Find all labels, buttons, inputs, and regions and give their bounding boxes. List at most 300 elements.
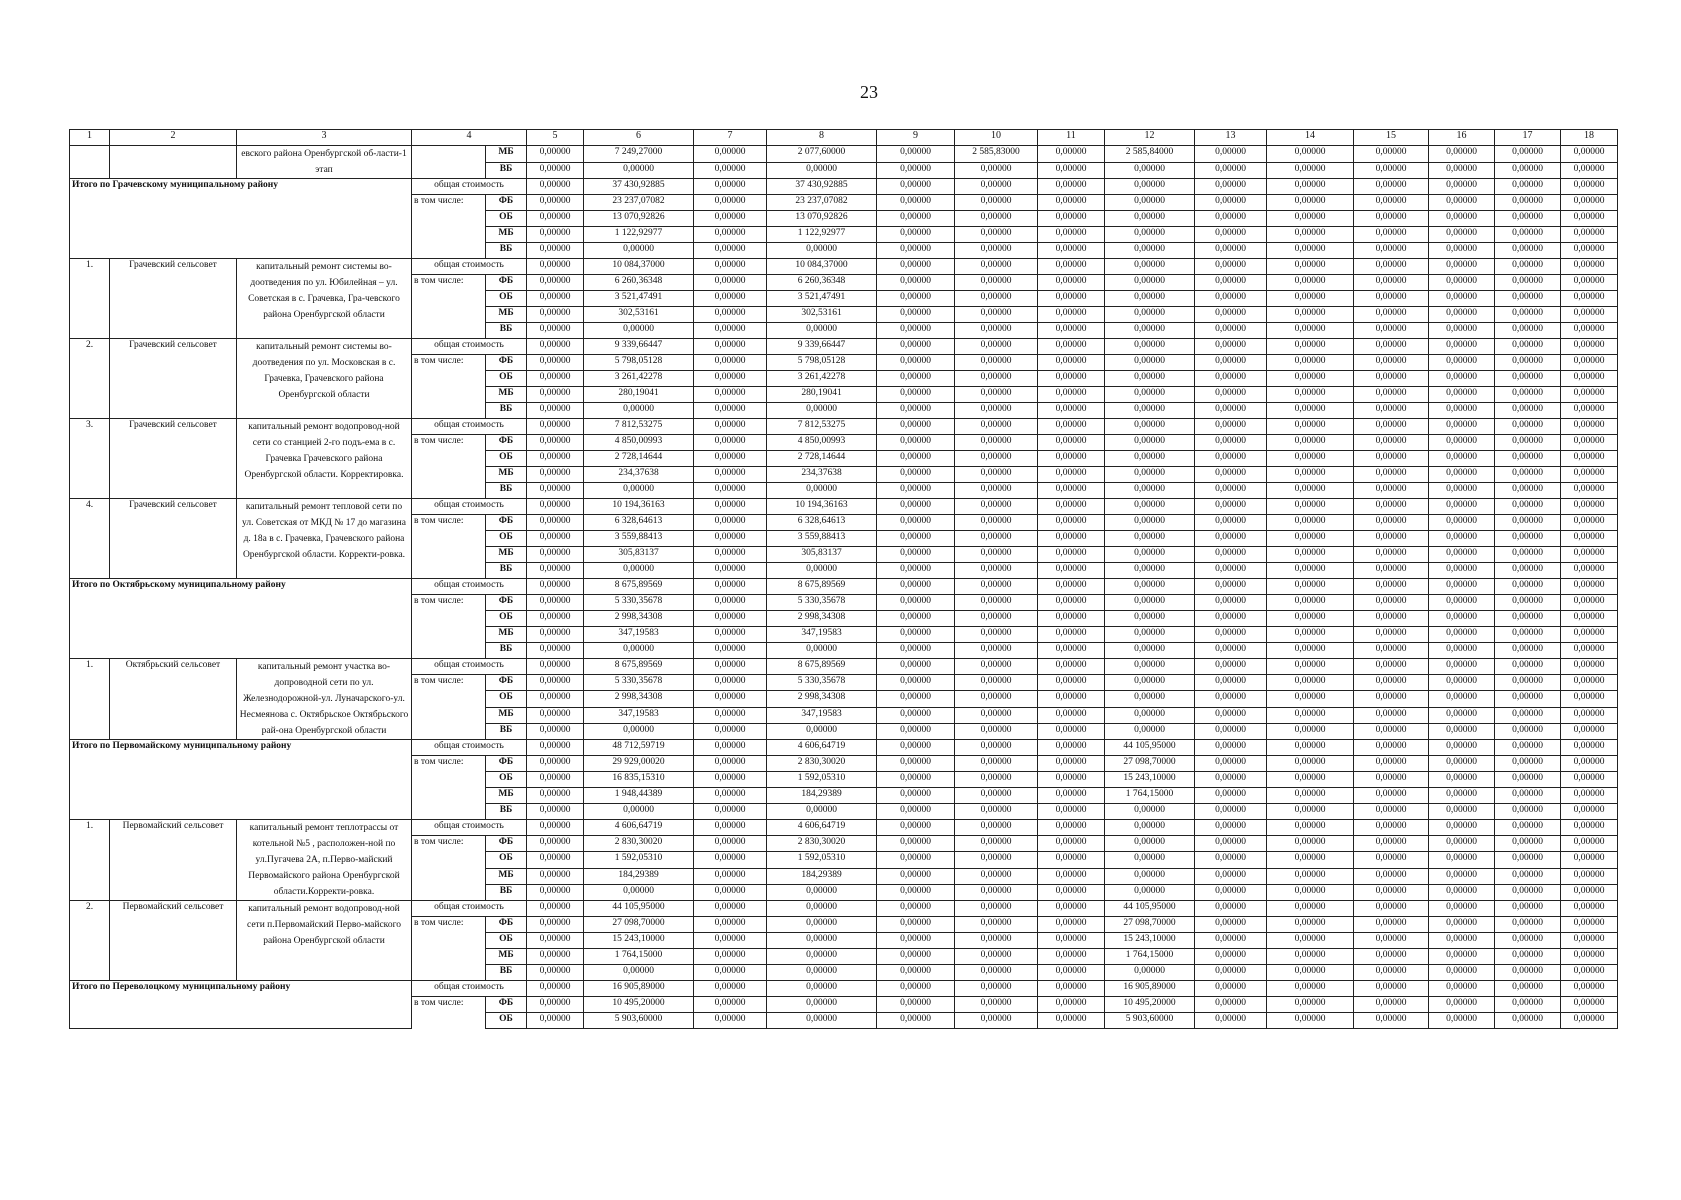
fund-code: ВБ [486, 884, 527, 900]
value-cell: 0,00000 [1267, 355, 1354, 371]
fund-code: ФБ [486, 675, 527, 691]
value-cell: 0,00000 [877, 451, 955, 467]
value-cell: 0,00000 [955, 997, 1038, 1013]
page-number: 23 [860, 82, 878, 102]
value-cell: 0,00000 [694, 146, 767, 163]
value-cell: 0,00000 [1267, 259, 1354, 275]
value-cell: 0,00000 [955, 435, 1038, 451]
value-cell: 0,00000 [1561, 917, 1618, 933]
value-cell: 0,00000 [877, 611, 955, 627]
label-cell [412, 965, 486, 981]
value-cell: 0,00000 [955, 627, 1038, 643]
value-cell: 0,00000 [955, 387, 1038, 403]
value-cell: 0,00000 [1195, 162, 1267, 179]
value-cell: 0,00000 [1561, 483, 1618, 499]
value-cell: 0,00000 [1561, 997, 1618, 1013]
value-cell: 0,00000 [1038, 146, 1105, 163]
value-cell: 0,00000 [1195, 355, 1267, 371]
value-cell: 0,00000 [527, 227, 584, 243]
value-cell: 0,00000 [1038, 403, 1105, 419]
table-row [70, 820, 1618, 836]
value-cell: 0,00000 [877, 435, 955, 451]
column-header: 2 [110, 130, 237, 146]
value-cell: 0,00000 [527, 259, 584, 275]
fund-code: ВБ [486, 483, 527, 499]
value-cell: 0,00000 [1429, 211, 1495, 227]
value-cell: 0,00000 [527, 965, 584, 981]
value-cell: 0,00000 [584, 243, 694, 259]
value-cell: 0,00000 [1267, 195, 1354, 211]
fund-code: ОБ [486, 852, 527, 868]
value-cell: 0,00000 [1561, 756, 1618, 772]
value-cell: 0,00000 [694, 627, 767, 643]
label-cell [412, 563, 486, 579]
value-cell: 0,00000 [1267, 675, 1354, 691]
label-cell [412, 772, 486, 788]
value-cell: 0,00000 [955, 868, 1038, 884]
value-cell: 0,00000 [1354, 804, 1429, 820]
value-cell: 0,00000 [694, 355, 767, 371]
value-cell: 0,00000 [767, 483, 877, 499]
value-cell: 0,00000 [1561, 868, 1618, 884]
value-cell: 0,00000 [1267, 997, 1354, 1013]
value-cell: 48 712,59719 [584, 740, 694, 756]
value-cell: 0,00000 [955, 643, 1038, 659]
value-cell: 0,00000 [1267, 515, 1354, 531]
value-cell: 0,00000 [1354, 355, 1429, 371]
value-cell: 44 105,95000 [1105, 901, 1195, 917]
value-cell: 0,00000 [527, 499, 584, 515]
value-cell: 0,00000 [877, 403, 955, 419]
value-cell: 0,00000 [1267, 868, 1354, 884]
value-cell: 0,00000 [1561, 933, 1618, 949]
value-cell: 0,00000 [1561, 419, 1618, 435]
value-cell: 0,00000 [1429, 162, 1495, 179]
value-cell: 0,00000 [1038, 611, 1105, 627]
item-index: 2. [70, 901, 110, 981]
value-cell: 0,00000 [1195, 243, 1267, 259]
value-cell: 16 905,89000 [584, 981, 694, 997]
value-cell: 4 606,64719 [767, 820, 877, 836]
value-cell: 0,00000 [1495, 451, 1561, 467]
value-cell: 0,00000 [877, 499, 955, 515]
value-cell: 0,00000 [694, 323, 767, 339]
value-cell: 0,00000 [877, 371, 955, 387]
table-row [70, 981, 1618, 997]
column-header: 18 [1561, 130, 1618, 146]
value-cell: 0,00000 [1038, 627, 1105, 643]
value-cell: 0,00000 [1429, 901, 1495, 917]
budget-report-table [69, 129, 1618, 1029]
value-cell: 0,00000 [1038, 323, 1105, 339]
value-cell: 0,00000 [877, 563, 955, 579]
value-cell: 0,00000 [1267, 772, 1354, 788]
value-cell: 0,00000 [955, 547, 1038, 563]
value-cell: 0,00000 [767, 933, 877, 949]
value-cell: 0,00000 [1105, 563, 1195, 579]
value-cell: 0,00000 [1195, 499, 1267, 515]
value-cell: 0,00000 [1429, 659, 1495, 675]
value-cell: 0,00000 [1195, 531, 1267, 547]
value-cell: 3 559,88413 [767, 531, 877, 547]
value-cell: 0,00000 [1495, 595, 1561, 611]
value-cell: 0,00000 [1038, 275, 1105, 291]
value-cell: 0,00000 [1354, 691, 1429, 707]
value-cell: 0,00000 [1038, 339, 1105, 355]
value-cell: 0,00000 [877, 515, 955, 531]
value-cell: 37 430,92885 [584, 179, 694, 195]
value-cell: 0,00000 [1429, 387, 1495, 403]
value-cell: 15 243,10000 [584, 933, 694, 949]
value-cell: 0,00000 [1495, 675, 1561, 691]
value-cell: 0,00000 [1561, 884, 1618, 900]
including-label: в том числе: [412, 435, 486, 451]
object-description: капитальный ремонт системы во-доотведения по ул. Юбилейная – ул. Советская в с. Грачевка, Гра-чевского района Оренбургской области [237, 259, 412, 339]
value-cell: 0,00000 [1038, 547, 1105, 563]
value-cell: 0,00000 [1495, 403, 1561, 419]
value-cell: 0,00000 [527, 515, 584, 531]
value-cell: 0,00000 [1105, 275, 1195, 291]
value-cell: 0,00000 [1195, 611, 1267, 627]
value-cell: 29 929,00020 [584, 756, 694, 772]
value-cell: 0,00000 [955, 371, 1038, 387]
value-cell: 1 122,92977 [584, 227, 694, 243]
value-cell: 0,00000 [1429, 997, 1495, 1013]
value-cell: 302,53161 [767, 307, 877, 323]
value-cell: 0,00000 [694, 243, 767, 259]
value-cell: 0,00000 [767, 643, 877, 659]
label-cell [412, 627, 486, 643]
value-cell: 0,00000 [1429, 291, 1495, 307]
value-cell: 0,00000 [1429, 146, 1495, 163]
value-cell: 184,29389 [767, 788, 877, 804]
value-cell: 0,00000 [1561, 435, 1618, 451]
value-cell: 0,00000 [1429, 675, 1495, 691]
label-cell [412, 547, 486, 563]
value-cell: 0,00000 [1267, 836, 1354, 852]
value-cell: 15 243,10000 [1105, 772, 1195, 788]
value-cell: 0,00000 [694, 1013, 767, 1029]
value-cell: 0,00000 [1038, 659, 1105, 675]
value-cell: 0,00000 [694, 275, 767, 291]
value-cell: 0,00000 [955, 675, 1038, 691]
value-cell: 0,00000 [1561, 691, 1618, 707]
value-cell: 0,00000 [877, 227, 955, 243]
value-cell: 0,00000 [1267, 419, 1354, 435]
district-total-title: Итого по Грачевскому муниципальному району [70, 179, 412, 259]
value-cell: 0,00000 [767, 804, 877, 820]
value-cell: 0,00000 [694, 162, 767, 179]
value-cell: 0,00000 [527, 917, 584, 933]
value-cell: 6 260,36348 [584, 275, 694, 291]
value-cell: 0,00000 [1267, 371, 1354, 387]
value-cell: 0,00000 [1429, 419, 1495, 435]
value-cell: 0,00000 [1267, 804, 1354, 820]
value-cell: 0,00000 [1561, 227, 1618, 243]
value-cell: 0,00000 [1354, 291, 1429, 307]
value-cell: 0,00000 [1561, 627, 1618, 643]
value-cell: 0,00000 [955, 323, 1038, 339]
value-cell: 0,00000 [1561, 675, 1618, 691]
value-cell: 0,00000 [955, 162, 1038, 179]
value-cell: 0,00000 [584, 723, 694, 739]
value-cell: 0,00000 [1267, 707, 1354, 723]
value-cell: 0,00000 [1267, 643, 1354, 659]
value-cell: 0,00000 [877, 707, 955, 723]
value-cell: 0,00000 [584, 323, 694, 339]
value-cell: 44 105,95000 [584, 901, 694, 917]
value-cell: 0,00000 [955, 901, 1038, 917]
value-cell: 0,00000 [1495, 901, 1561, 917]
value-cell: 0,00000 [1354, 259, 1429, 275]
value-cell: 0,00000 [1105, 483, 1195, 499]
value-cell: 0,00000 [955, 1013, 1038, 1029]
value-cell: 0,00000 [1267, 917, 1354, 933]
object-description: евского района Оренбургской об-ласти-1 этап [237, 146, 412, 179]
total-cost-label: общая стоимость [412, 740, 527, 756]
label-cell [412, 387, 486, 403]
value-cell: 0,00000 [1038, 307, 1105, 323]
value-cell: 0,00000 [877, 547, 955, 563]
value-cell: 0,00000 [694, 949, 767, 965]
value-cell: 10 084,37000 [584, 259, 694, 275]
value-cell: 0,00000 [1195, 307, 1267, 323]
value-cell: 10 194,36163 [584, 499, 694, 515]
value-cell: 0,00000 [1105, 579, 1195, 595]
value-cell: 0,00000 [1429, 355, 1495, 371]
value-cell: 0,00000 [1038, 740, 1105, 756]
value-cell: 0,00000 [527, 339, 584, 355]
value-cell: 0,00000 [877, 259, 955, 275]
value-cell: 3 521,47491 [767, 291, 877, 307]
value-cell: 0,00000 [1105, 852, 1195, 868]
value-cell: 0,00000 [1429, 691, 1495, 707]
value-cell: 0,00000 [1354, 723, 1429, 739]
fund-code: ОБ [486, 1013, 527, 1029]
value-cell: 0,00000 [1429, 723, 1495, 739]
object-description: капитальный ремонт участка во-допроводной сети по ул. Железнодорожной-ул. Луначарского-ул. Несмеянова с. Октябрьское Октябрьского рай-она Оренбургской области [237, 659, 412, 740]
value-cell: 0,00000 [955, 243, 1038, 259]
value-cell: 0,00000 [1105, 291, 1195, 307]
value-cell: 0,00000 [1429, 467, 1495, 483]
value-cell: 0,00000 [1267, 162, 1354, 179]
value-cell: 0,00000 [1105, 179, 1195, 195]
value-cell: 0,00000 [1561, 965, 1618, 981]
fund-code: ВБ [486, 723, 527, 739]
value-cell: 0,00000 [1267, 227, 1354, 243]
value-cell: 0,00000 [584, 804, 694, 820]
value-cell: 0,00000 [1495, 563, 1561, 579]
value-cell: 0,00000 [1561, 788, 1618, 804]
including-label: в том числе: [412, 675, 486, 691]
value-cell: 0,00000 [1038, 467, 1105, 483]
column-header: 6 [584, 130, 694, 146]
value-cell: 23 237,07082 [584, 195, 694, 211]
value-cell: 0,00000 [1267, 323, 1354, 339]
value-cell: 0,00000 [1105, 627, 1195, 643]
value-cell: 0,00000 [1105, 659, 1195, 675]
value-cell: 8 675,89569 [767, 659, 877, 675]
label-cell [412, 933, 486, 949]
value-cell: 0,00000 [1195, 772, 1267, 788]
item-index: 1. [70, 259, 110, 339]
value-cell: 0,00000 [694, 259, 767, 275]
value-cell: 0,00000 [694, 435, 767, 451]
value-cell: 0,00000 [1038, 820, 1105, 836]
value-cell: 0,00000 [1561, 499, 1618, 515]
value-cell: 5 903,60000 [584, 1013, 694, 1029]
value-cell: 0,00000 [1429, 339, 1495, 355]
including-label: в том числе: [412, 355, 486, 371]
value-cell: 0,00000 [877, 162, 955, 179]
value-cell: 0,00000 [1195, 179, 1267, 195]
fund-code: ВБ [486, 804, 527, 820]
value-cell: 0,00000 [877, 146, 955, 163]
column-header: 11 [1038, 130, 1105, 146]
value-cell: 6 260,36348 [767, 275, 877, 291]
column-header: 14 [1267, 130, 1354, 146]
value-cell: 0,00000 [527, 307, 584, 323]
fund-code: ФБ [486, 355, 527, 371]
value-cell: 13 070,92826 [584, 211, 694, 227]
value-cell: 8 675,89569 [584, 659, 694, 675]
value-cell: 0,00000 [1195, 146, 1267, 163]
value-cell: 0,00000 [1038, 531, 1105, 547]
value-cell: 0,00000 [1429, 965, 1495, 981]
column-header: 7 [694, 130, 767, 146]
label-cell [412, 643, 486, 659]
value-cell: 0,00000 [1495, 195, 1561, 211]
value-cell: 0,00000 [1495, 515, 1561, 531]
fund-code: ВБ [486, 243, 527, 259]
column-header: 8 [767, 130, 877, 146]
value-cell: 0,00000 [1105, 531, 1195, 547]
value-cell: 1 764,15000 [1105, 949, 1195, 965]
value-cell: 0,00000 [1105, 323, 1195, 339]
value-cell: 0,00000 [1195, 933, 1267, 949]
value-cell: 0,00000 [1495, 467, 1561, 483]
fund-code: МБ [486, 627, 527, 643]
fund-code: ВБ [486, 323, 527, 339]
value-cell: 0,00000 [1267, 563, 1354, 579]
value-cell: 0,00000 [527, 419, 584, 435]
value-cell: 0,00000 [1495, 997, 1561, 1013]
value-cell: 0,00000 [584, 884, 694, 900]
value-cell: 0,00000 [1105, 403, 1195, 419]
value-cell: 0,00000 [767, 981, 877, 997]
value-cell: 0,00000 [1038, 211, 1105, 227]
value-cell: 0,00000 [1038, 933, 1105, 949]
value-cell: 0,00000 [1354, 917, 1429, 933]
value-cell: 0,00000 [1561, 307, 1618, 323]
label-cell [412, 691, 486, 707]
value-cell: 0,00000 [694, 820, 767, 836]
value-cell: 0,00000 [1105, 259, 1195, 275]
value-cell: 0,00000 [527, 949, 584, 965]
value-cell: 0,00000 [1105, 499, 1195, 515]
value-cell: 0,00000 [955, 339, 1038, 355]
value-cell: 0,00000 [1561, 451, 1618, 467]
value-cell: 2 728,14644 [584, 451, 694, 467]
value-cell: 0,00000 [1267, 949, 1354, 965]
value-cell: 0,00000 [1267, 740, 1354, 756]
value-cell: 0,00000 [1267, 659, 1354, 675]
value-cell: 0,00000 [1267, 595, 1354, 611]
value-cell: 0,00000 [1561, 259, 1618, 275]
value-cell: 0,00000 [1354, 419, 1429, 435]
value-cell: 0,00000 [1495, 499, 1561, 515]
value-cell: 0,00000 [955, 579, 1038, 595]
object-description: капитальный ремонт водопровод-ной сети п.Первомайский Перво-майского района Оренбургской области [237, 901, 412, 981]
value-cell: 0,00000 [1105, 387, 1195, 403]
value-cell: 0,00000 [877, 275, 955, 291]
fund-code: ВБ [486, 162, 527, 179]
value-cell: 0,00000 [527, 884, 584, 900]
value-cell: 0,00000 [1561, 772, 1618, 788]
value-cell: 0,00000 [694, 579, 767, 595]
value-cell: 0,00000 [955, 788, 1038, 804]
value-cell: 0,00000 [694, 740, 767, 756]
value-cell: 0,00000 [767, 723, 877, 739]
value-cell: 0,00000 [527, 691, 584, 707]
value-cell: 0,00000 [1429, 707, 1495, 723]
total-cost-label: общая стоимость [412, 499, 527, 515]
header-row [70, 130, 1618, 146]
value-cell: 0,00000 [877, 933, 955, 949]
value-cell: 234,37638 [767, 467, 877, 483]
value-cell: 0,00000 [1495, 211, 1561, 227]
value-cell: 0,00000 [1354, 563, 1429, 579]
value-cell: 0,00000 [1195, 483, 1267, 499]
value-cell: 0,00000 [1038, 788, 1105, 804]
value-cell: 0,00000 [1354, 195, 1429, 211]
label-cell [412, 1013, 486, 1029]
index-cell [70, 146, 110, 179]
value-cell: 1 592,05310 [584, 852, 694, 868]
value-cell: 0,00000 [527, 195, 584, 211]
value-cell: 0,00000 [1195, 627, 1267, 643]
value-cell: 1 764,15000 [1105, 788, 1195, 804]
value-cell: 0,00000 [1354, 387, 1429, 403]
table-row [70, 740, 1618, 756]
value-cell: 0,00000 [877, 387, 955, 403]
value-cell: 0,00000 [767, 563, 877, 579]
value-cell: 0,00000 [1495, 243, 1561, 259]
label-cell [412, 788, 486, 804]
value-cell: 0,00000 [1105, 243, 1195, 259]
value-cell: 0,00000 [1429, 531, 1495, 547]
value-cell: 0,00000 [1354, 868, 1429, 884]
value-cell: 0,00000 [1495, 852, 1561, 868]
label-cell [412, 403, 486, 419]
column-header: 1 [70, 130, 110, 146]
value-cell: 0,00000 [877, 211, 955, 227]
value-cell: 0,00000 [1195, 804, 1267, 820]
value-cell: 0,00000 [1561, 852, 1618, 868]
label-cell [412, 804, 486, 820]
value-cell: 0,00000 [1495, 146, 1561, 163]
value-cell: 0,00000 [1354, 371, 1429, 387]
value-cell: 0,00000 [1195, 291, 1267, 307]
value-cell: 234,37638 [584, 467, 694, 483]
value-cell: 0,00000 [527, 772, 584, 788]
value-cell: 0,00000 [527, 467, 584, 483]
value-cell: 0,00000 [1354, 756, 1429, 772]
value-cell: 0,00000 [1561, 740, 1618, 756]
value-cell: 0,00000 [1561, 146, 1618, 163]
value-cell: 0,00000 [527, 723, 584, 739]
value-cell: 0,00000 [527, 291, 584, 307]
